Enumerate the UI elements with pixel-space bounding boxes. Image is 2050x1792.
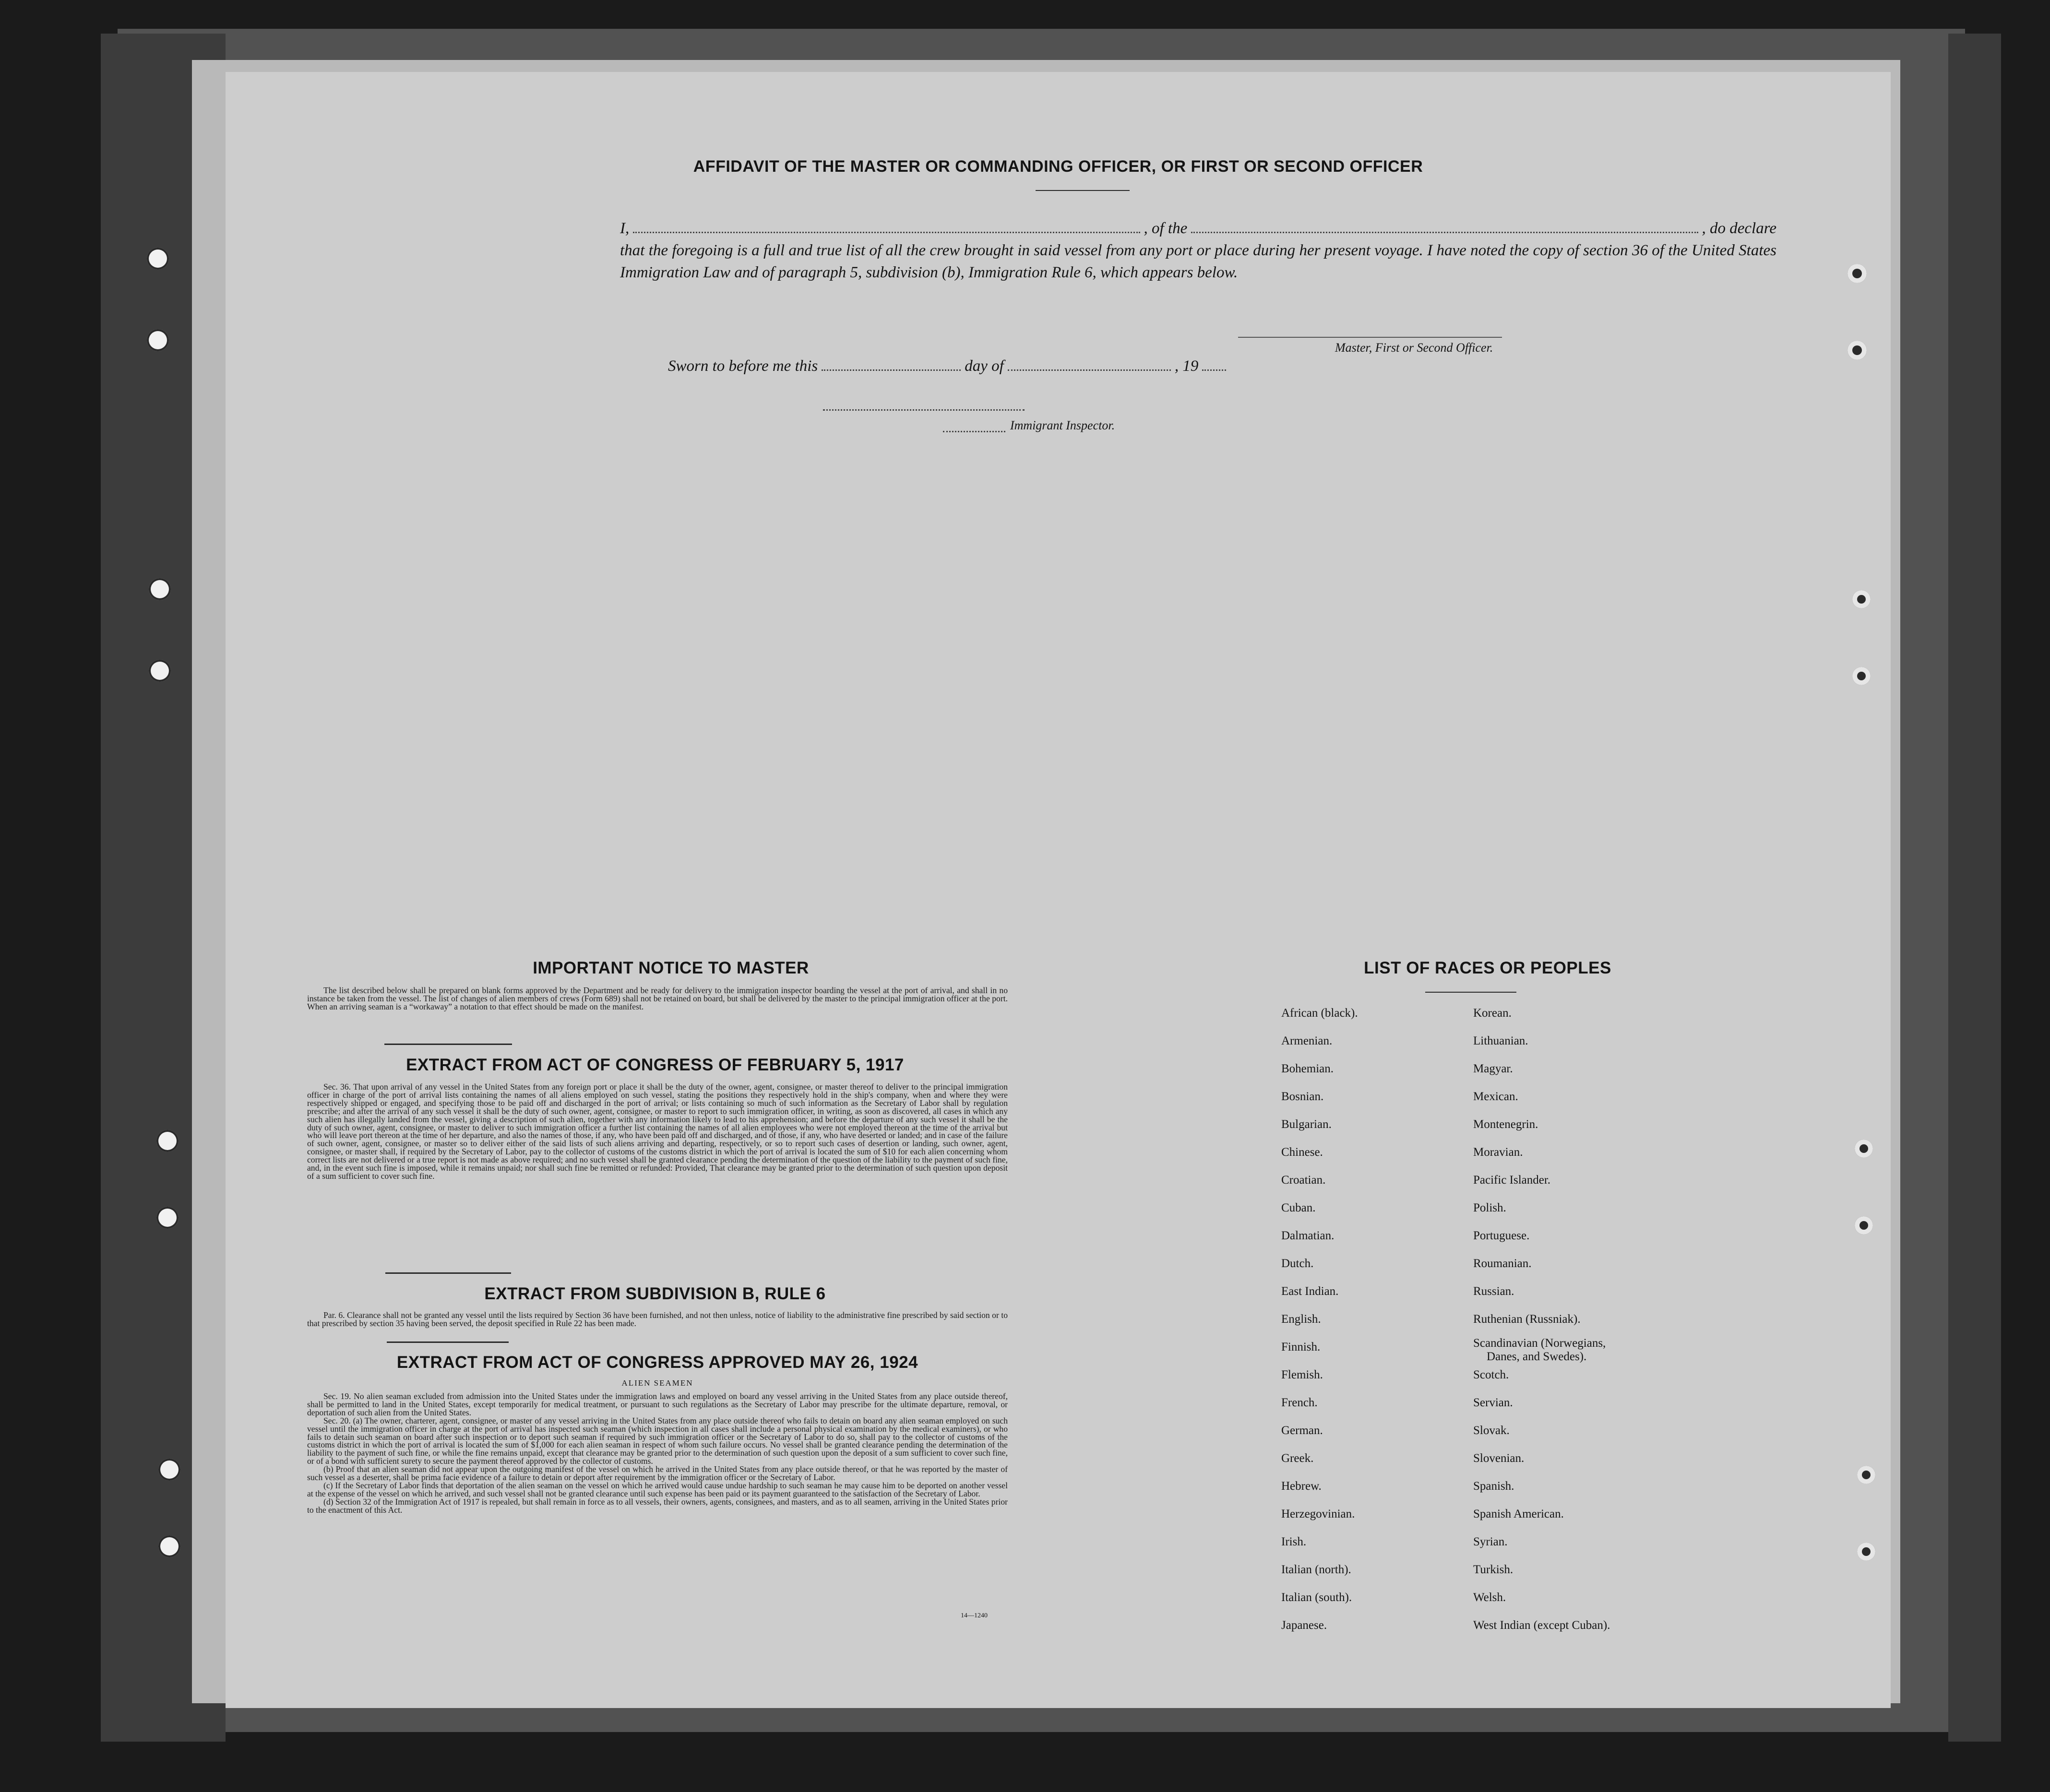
race-item: Japanese. bbox=[1281, 1619, 1327, 1632]
binder-hole-icon bbox=[147, 248, 169, 270]
race-item: Armenian. bbox=[1281, 1034, 1333, 1047]
race-item: Finnish. bbox=[1281, 1341, 1321, 1353]
binder-hole-icon bbox=[147, 329, 169, 351]
notice-text bbox=[307, 986, 1008, 1011]
sworn-year: , 19 bbox=[1174, 357, 1199, 375]
binder-hole-icon bbox=[149, 660, 171, 682]
declaration-body: that the foregoing is a full and true list of all the crew brought in said vessel from any port or place during her present voyage. I have noted the copy of section 36 of the United States Immigration Law and of paragraph 5, subdivision (b), Immigration Rule 6, which appears below. bbox=[620, 242, 1776, 281]
race-item: Pacific Islander. bbox=[1473, 1174, 1551, 1187]
punch-hole-icon bbox=[1852, 667, 1871, 685]
race-item: Hebrew. bbox=[1281, 1480, 1322, 1493]
race-item: Herzegovinian. bbox=[1281, 1507, 1355, 1520]
race-item: Scotch. bbox=[1473, 1368, 1509, 1381]
race-item: West Indian (except Cuban). bbox=[1473, 1619, 1610, 1632]
extract-1917-text bbox=[307, 1083, 1008, 1180]
master-signature-line[interactable] bbox=[1238, 337, 1502, 338]
sec-20b-paragraph: (b) Proof that an alien seaman did not appear upon the outgoing manifest of the vessel on which he arrived in the United States from any place outside thereof, or that he was reported by the master of such vessel as a deserter, shall be prima facie evidence of a failure to detain or deport after requirement by the immigration officer or the Secretary of Labor. bbox=[307, 1464, 1008, 1483]
race-item: Flemish. bbox=[1281, 1368, 1323, 1381]
race-item: Italian (south). bbox=[1281, 1591, 1352, 1604]
sworn-year-blank[interactable] bbox=[1202, 369, 1226, 371]
par-6-paragraph: Par. 6. Clearance shall not be granted any vessel until the lists required by Section 36 have been furnished, and not then unless, notice of liability to the administrative fine prescribed by said section or to that prescribed by section 35 having been served, the deposit specified in Rule 22 has been made. bbox=[307, 1310, 1008, 1328]
race-item: Spanish American. bbox=[1473, 1507, 1564, 1520]
race-item: Moravian. bbox=[1473, 1146, 1523, 1159]
punch-hole-icon bbox=[1847, 264, 1867, 283]
section-divider bbox=[387, 1341, 509, 1343]
master-signature-label: Master, First or Second Officer. bbox=[1335, 341, 1493, 355]
form-number: 14—1240 bbox=[961, 1612, 988, 1619]
binder-hole-icon bbox=[158, 1459, 180, 1481]
race-item: English. bbox=[1281, 1313, 1321, 1326]
sec-19-paragraph: Sec. 19. No alien seaman excluded from admission into the United States under the immigration laws and employed on board any vessel arriving in the United States from any place outside thereof, shall be permitted to land in the United States, except temporarily for medical treatment, or pursuant to such regulations as the Secretary of Labor may prescribe for the ultimate departure, removal, or deportation of such alien from the United States. bbox=[307, 1391, 1008, 1417]
inspector-signature-line[interactable] bbox=[943, 431, 1005, 432]
extract-rule6-text bbox=[307, 1311, 1008, 1328]
races-divider bbox=[1425, 992, 1516, 993]
binder-hole-icon bbox=[156, 1130, 179, 1152]
race-item: Russian. bbox=[1473, 1285, 1514, 1298]
sworn-prefix: Sworn to before me this bbox=[668, 357, 818, 375]
section-divider bbox=[385, 1272, 511, 1274]
race-item: Ruthenian (Russniak). bbox=[1473, 1313, 1581, 1326]
vessel-name-blank[interactable] bbox=[1191, 232, 1698, 233]
sec-20c-paragraph: (c) If the Secretary of Labor finds that deportation of the alien seaman on the vessel on which he arrived would cause undue hardship to such seaman he may cause him to be deported on another vessel at the expense of the vessel on which he arrived, and such vessel shall not be granted clearance until such expense has been paid or its payment guaranteed to the satisfaction of the Secretary of Labor. bbox=[307, 1480, 1008, 1498]
race-item: Lithuanian. bbox=[1473, 1034, 1528, 1047]
race-item: Danes, and Swedes). bbox=[1487, 1350, 1587, 1363]
race-item: Syrian. bbox=[1473, 1535, 1508, 1548]
sec-20d-paragraph: (d) Section 32 of the Immigration Act of 1917 is repealed, but shall remain in force as to all vessels, their owners, agents, consignees, and masters, and as to all seamen, arriving in the United States prior to the enactment of this Act. bbox=[307, 1496, 1008, 1515]
notice-paragraph: The list described below shall be prepared on blank forms approved by the Department and be ready for delivery to the immigration inspector boarding the vessel at the port of arrival, and shall in no instance be taken from the vessel. The list of changes of alien members of crews (Form 689) shall not be retained on board, but shall be delivered by the master to the principal immigration officer at the port. When an arriving seaman is a “workaway” a notation to that effect should be made on the manifest. bbox=[307, 985, 1008, 1011]
punch-hole-icon bbox=[1855, 1139, 1873, 1158]
sworn-day-blank[interactable] bbox=[822, 369, 961, 371]
race-item: German. bbox=[1281, 1424, 1323, 1437]
sworn-month-blank[interactable] bbox=[1008, 369, 1171, 371]
sworn-day-of: day of bbox=[965, 357, 1004, 375]
race-item: French. bbox=[1281, 1396, 1318, 1409]
section-divider bbox=[384, 1044, 512, 1045]
extract-1924-title: EXTRACT FROM ACT OF CONGRESS APPROVED MAY 26, 1924 bbox=[396, 1353, 918, 1372]
race-item: Turkish. bbox=[1473, 1563, 1514, 1576]
race-item: Dutch. bbox=[1281, 1257, 1314, 1270]
punch-hole-icon bbox=[1852, 590, 1871, 608]
binder-hole-icon bbox=[156, 1207, 179, 1229]
race-item: Croatian. bbox=[1281, 1174, 1326, 1187]
race-item: Bohemian. bbox=[1281, 1062, 1334, 1075]
race-item: Bulgarian. bbox=[1281, 1118, 1332, 1131]
race-item: Slovenian. bbox=[1473, 1452, 1525, 1465]
punch-hole-icon bbox=[1847, 341, 1867, 360]
race-item: Portuguese. bbox=[1473, 1229, 1530, 1242]
declaration-first-line bbox=[620, 217, 1776, 239]
race-item: Scandinavian (Norwegians, bbox=[1473, 1337, 1606, 1350]
right-edge-shadow bbox=[1948, 34, 2001, 1742]
sec-20a-paragraph: Sec. 20. (a) The owner, charterer, agent, consignee, or master of any vessel arriving in the United States from any place outside thereof who fails to detain on board any alien seaman employed on such vessel until the immigration officer in charge at the port of arrival has inspected such seaman (which inspection in all cases shall include a personal physical examination by the medical examiners), or who fails to detain such seaman on board after such inspection or to deport such seaman if required by such immigration officer or the Secretary of Labor to do so, shall pay to the collector of customs of the customs district in which the port of arrival is located the sum of $1,000 for each alien seaman in respect of whom such failure occurs. No vessel shall be granted clearance pending the determination of the liability to the payment of such fine, or while the fine remains unpaid, except that clearance may be granted prior to the determination of such question upon the deposit of a sum sufficient to cover such fine, or of a bond with sufficient surety to secure the payment thereof approved by the collector of customs. bbox=[307, 1415, 1008, 1466]
race-item: Greek. bbox=[1281, 1452, 1314, 1465]
binder-hole-icon bbox=[149, 578, 171, 600]
race-item: Irish. bbox=[1281, 1535, 1307, 1548]
alien-seamen-subtitle: ALIEN SEAMEN bbox=[621, 1378, 693, 1388]
inspector-label: Immigrant Inspector. bbox=[1010, 418, 1115, 432]
declaration-i: I, bbox=[620, 220, 630, 237]
race-item: Slovak. bbox=[1473, 1424, 1510, 1437]
race-item: Cuban. bbox=[1281, 1201, 1316, 1214]
affidavit-title: AFFIDAVIT OF THE MASTER OR COMMANDING OFFICER, OR FIRST OR SECOND OFFICER bbox=[693, 157, 1423, 176]
race-item: African (black). bbox=[1281, 1007, 1358, 1020]
extract-rule6-title: EXTRACT FROM SUBDIVISION B, RULE 6 bbox=[484, 1284, 826, 1303]
officer-name-blank[interactable] bbox=[633, 232, 1140, 233]
race-item: Montenegrin. bbox=[1473, 1118, 1538, 1131]
race-item: Mexican. bbox=[1473, 1090, 1518, 1103]
inspector-signature-line-upper[interactable] bbox=[823, 409, 1025, 411]
punch-hole-icon bbox=[1855, 1216, 1873, 1234]
race-item: Chinese. bbox=[1281, 1146, 1323, 1159]
race-item: Servian. bbox=[1473, 1396, 1513, 1409]
punch-hole-icon bbox=[1857, 1543, 1875, 1561]
section-36-paragraph: Sec. 36. That upon arrival of any vessel in the United States from any foreign port or place it shall be the duty of the owner, agent, consignee, or master thereof to deliver to the principal immigration officer in charge of the port of arrival lists containing the names of all aliens employed on such vessel, stating the positions they respectively hold in the ship's company, when and where they were respectively shipped or engaged, and specifying those to be paid off and discharged in the port of arrival; or lists containing so much of such information as the Secretary of Labor shall by regulation prescribe; and after the arrival of any such vessel it shall be the duty of such owner, agent, consignee, or master to report to such immigration officer, in writing, as soon as discovered, all cases in which any such alien has illegally landed from the vessel, giving a description of such alien, together with any information likely to lead to his apprehension; and before the departure of any such vessel it shall be the duty of such owner, agent, consignee, or master to deliver to such immigration officer a further list containing the names of all alien employees who were not employed thereon at the time of the arrival but who will leave port thereon at the time of her departure, and also the names of those, if any, who have been paid off and discharged, and of those, if any, who have deserted or landed; and in case of the failure of such owner, agent, consignee, or master so to deliver either of the said lists of such aliens arriving and departing, respectively, or so to report such cases of desertion or landing, such owner, agent, consignee, or master shall, if required by the Secretary of Labor, pay to the collector of customs of the customs district in which the port of arrival is located the sum of $10 for each alien concerning whom correct lists are not delivered or a true report is not made as above required; and no such vessel shall be granted clearance pending the determination of the question of the liability to the payment of such fine, and, in the event such fine is imposed, while it remains unpaid; nor shall such fine be remitted or refunded: Provided, That clearance may be granted prior to the determination of such question upon deposit of a sum sufficient to cover such fine. bbox=[307, 1082, 1008, 1181]
declaration-block bbox=[620, 217, 1776, 284]
declaration-of-the: , of the bbox=[1144, 220, 1188, 237]
extract-1917-title: EXTRACT FROM ACT OF CONGRESS OF FEBRUARY 5, 1917 bbox=[406, 1056, 904, 1074]
race-item: Welsh. bbox=[1473, 1591, 1506, 1604]
race-item: Polish. bbox=[1473, 1201, 1506, 1214]
race-item: Dalmatian. bbox=[1281, 1229, 1335, 1242]
sworn-line bbox=[668, 357, 1230, 375]
extract-1924-text bbox=[307, 1392, 1008, 1514]
race-item: Spanish. bbox=[1473, 1480, 1514, 1493]
races-title: LIST OF RACES OR PEOPLES bbox=[1364, 959, 1611, 977]
title-divider bbox=[1036, 190, 1130, 191]
race-item: Bosnian. bbox=[1281, 1090, 1324, 1103]
race-item: Magyar. bbox=[1473, 1062, 1513, 1075]
punch-hole-icon bbox=[1857, 1466, 1875, 1484]
race-item: Roumanian. bbox=[1473, 1257, 1532, 1270]
binder-hole-icon bbox=[158, 1535, 180, 1557]
declaration-declare: , do declare bbox=[1702, 220, 1776, 237]
race-item: East Indian. bbox=[1281, 1285, 1339, 1298]
race-item: Italian (north). bbox=[1281, 1563, 1351, 1576]
notice-title: IMPORTANT NOTICE TO MASTER bbox=[533, 959, 809, 977]
race-item: Korean. bbox=[1473, 1007, 1512, 1020]
immigration-form-page bbox=[226, 72, 1891, 1708]
